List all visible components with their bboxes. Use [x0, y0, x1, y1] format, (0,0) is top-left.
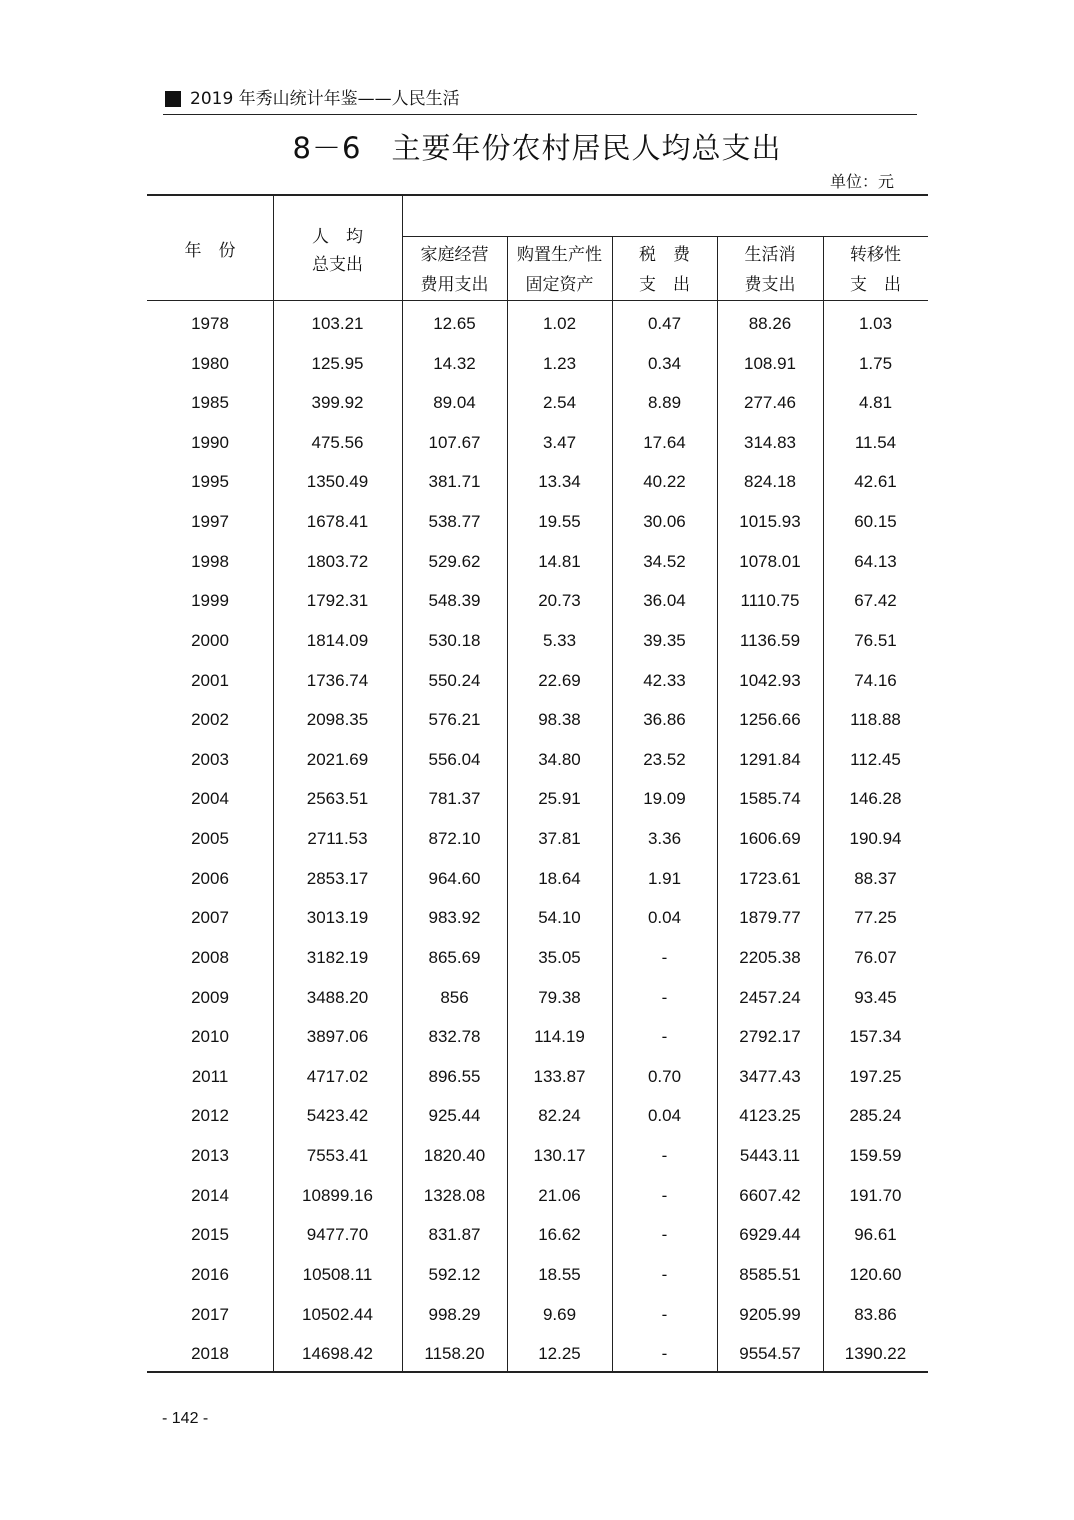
- table-row: [147, 1017, 928, 1056]
- cell-tax: -: [661, 1225, 668, 1245]
- table-row: [147, 581, 928, 620]
- cell-total: 3013.19: [306, 908, 369, 928]
- table-row: [147, 304, 928, 343]
- cell-household: 576.21: [428, 710, 481, 730]
- cell-household: 964.60: [428, 868, 481, 888]
- running-header: [163, 88, 917, 115]
- cell-transfer: 157.34: [849, 1027, 902, 1047]
- cell-household: 832.78: [428, 1027, 481, 1047]
- cell-year: 2009: [191, 987, 229, 1007]
- cell-transfer: 11.54: [854, 432, 897, 452]
- cell-household: 538.77: [428, 512, 481, 532]
- cell-assets: 130.17: [533, 1146, 586, 1166]
- cell-tax: 17.64: [643, 432, 686, 452]
- cell-tax: 0.70: [647, 1066, 682, 1086]
- cell-household: 12.65: [433, 314, 476, 333]
- cell-year: 1980: [191, 353, 229, 373]
- cell-year: 1978: [191, 314, 229, 333]
- cell-tax: 3.36: [647, 829, 682, 849]
- cell-transfer: 285.24: [849, 1106, 902, 1126]
- cell-living: 6929.44: [739, 1225, 801, 1245]
- cell-assets: 54.10: [538, 908, 581, 928]
- table-row: [147, 1096, 928, 1135]
- cell-tax: 0.47: [647, 314, 682, 333]
- cell-assets: 19.55: [538, 512, 581, 532]
- cell-assets: 1.23: [542, 353, 577, 373]
- cell-total: 1792.31: [306, 591, 369, 611]
- cell-year: 2006: [191, 868, 229, 888]
- cell-assets: 20.73: [538, 591, 581, 611]
- header-assets-line2: 固定资产: [525, 275, 594, 295]
- cell-total: 475.56: [311, 432, 364, 452]
- cell-assets: 35.05: [538, 947, 581, 967]
- cell-living: 8585.51: [739, 1264, 801, 1284]
- table-row: [147, 938, 928, 977]
- header-living-line2: 费支出: [744, 275, 796, 295]
- cell-household: 530.18: [428, 630, 481, 650]
- cell-tax: 42.33: [643, 670, 686, 690]
- cell-year: 2015: [191, 1225, 229, 1245]
- cell-tax: 40.22: [643, 472, 686, 492]
- cell-transfer: 76.51: [854, 630, 897, 650]
- page-number: - 142 -: [162, 1410, 209, 1427]
- table-row: [147, 1295, 928, 1334]
- cell-transfer: 93.45: [854, 987, 897, 1007]
- cell-tax: -: [661, 1027, 668, 1047]
- cell-transfer: 88.37: [854, 868, 897, 888]
- cell-living: 9205.99: [739, 1304, 801, 1324]
- cell-household: 556.04: [428, 749, 481, 769]
- cell-assets: 13.34: [538, 472, 581, 492]
- header-household-line1: 家庭经营: [420, 245, 489, 265]
- cell-tax: 36.86: [643, 710, 686, 730]
- cell-year: 1999: [191, 591, 229, 611]
- table-row: [147, 1334, 928, 1373]
- unit-label: 单位：元: [829, 172, 894, 191]
- cell-year: 2001: [191, 670, 229, 690]
- cell-household: 896.55: [428, 1066, 481, 1086]
- cell-total: 9477.70: [306, 1225, 369, 1245]
- cell-year: 2011: [191, 1066, 229, 1086]
- table-row: [147, 462, 928, 501]
- header-total-line1: 人 均: [312, 227, 363, 247]
- cell-household: 865.69: [428, 947, 481, 967]
- cell-total: 10508.11: [302, 1264, 373, 1284]
- cell-total: 7553.41: [306, 1146, 369, 1166]
- cell-living: 4123.25: [739, 1106, 801, 1126]
- cell-household: 983.92: [428, 908, 481, 928]
- cell-total: 1678.41: [306, 512, 369, 532]
- cell-transfer: 1.75: [858, 353, 893, 373]
- cell-year: 2008: [191, 947, 229, 967]
- header-square-icon: [165, 91, 181, 107]
- cell-assets: 34.80: [538, 749, 581, 769]
- cell-year: 1995: [191, 472, 229, 492]
- cell-household: 781.37: [428, 789, 481, 809]
- cell-living: 277.46: [744, 393, 796, 413]
- cell-living: 6607.42: [739, 1185, 801, 1205]
- cell-living: 1879.77: [739, 908, 801, 928]
- table-row: [147, 1215, 928, 1254]
- cell-tax: 8.89: [647, 393, 682, 413]
- table-row: [147, 502, 928, 541]
- cell-total: 1814.09: [306, 630, 369, 650]
- cell-total: 1350.49: [306, 472, 369, 492]
- cell-assets: 12.25: [538, 1344, 581, 1364]
- header-tax-line2: 支 出: [639, 275, 690, 295]
- header-living-line1: 生活消: [744, 245, 796, 265]
- cell-household: 872.10: [428, 829, 481, 849]
- header-year: 年 份: [184, 241, 236, 261]
- cell-total: 2021.69: [306, 749, 369, 769]
- cell-living: 1078.01: [739, 551, 801, 571]
- cell-assets: 37.81: [538, 829, 581, 849]
- table-row: [147, 542, 928, 581]
- cell-transfer: 83.86: [854, 1304, 897, 1324]
- header-transfer-line1: 转移性: [850, 245, 901, 265]
- cell-total: 4717.02: [306, 1066, 369, 1086]
- cell-living: 1256.66: [739, 710, 801, 730]
- header-tax-line1: 税 费: [639, 245, 690, 265]
- cell-household: 381.71: [428, 472, 481, 492]
- cell-household: 998.29: [428, 1304, 481, 1324]
- cell-year: 1997: [191, 512, 229, 532]
- cell-household: 107.67: [428, 432, 481, 452]
- table-row: [147, 1057, 928, 1096]
- table-row: [147, 383, 928, 422]
- cell-transfer: 76.07: [854, 947, 897, 967]
- cell-total: 3182.19: [306, 947, 369, 967]
- cell-transfer: 42.61: [854, 472, 897, 492]
- cell-year: 2002: [191, 710, 229, 730]
- cell-assets: 79.38: [538, 987, 581, 1007]
- cell-year: 2017: [191, 1304, 229, 1324]
- cell-total: 2853.17: [306, 868, 369, 888]
- cell-year: 2010: [191, 1027, 229, 1047]
- cell-year: 2018: [191, 1344, 229, 1364]
- cell-living: 9554.57: [739, 1344, 801, 1364]
- table-row: [147, 621, 928, 660]
- cell-assets: 98.38: [538, 710, 581, 730]
- cell-transfer: 120.60: [849, 1264, 902, 1284]
- cell-tax: 23.52: [643, 749, 686, 769]
- cell-total: 125.95: [311, 353, 364, 373]
- cell-assets: 21.06: [538, 1185, 581, 1205]
- header-total-line2: 总支出: [312, 255, 363, 275]
- cell-assets: 2.54: [542, 393, 577, 413]
- table-row: [147, 779, 928, 818]
- table-row: [147, 740, 928, 779]
- cell-total: 1803.72: [306, 551, 369, 571]
- cell-total: 399.92: [311, 393, 364, 413]
- table-row: [147, 898, 928, 937]
- cell-living: 3477.43: [739, 1066, 801, 1086]
- cell-assets: 114.19: [534, 1027, 585, 1047]
- table-row: [147, 1136, 928, 1175]
- subheader-rule: [402, 236, 928, 237]
- cell-transfer: 191.70: [849, 1185, 902, 1205]
- cell-tax: -: [661, 947, 668, 967]
- table-row: [147, 978, 928, 1017]
- header-text: 2019 年秀山统计年鉴——人民生活: [190, 89, 460, 109]
- cell-year: 1998: [191, 551, 229, 571]
- cell-living: 314.83: [744, 432, 796, 452]
- cell-tax: -: [661, 987, 668, 1007]
- header-bottom-rule: [147, 300, 928, 301]
- cell-household: 529.62: [428, 551, 481, 571]
- cell-tax: 0.04: [647, 1106, 682, 1126]
- cell-living: 88.26: [748, 314, 792, 333]
- cell-household: 1158.20: [424, 1344, 485, 1364]
- cell-living: 1110.75: [740, 591, 800, 611]
- cell-living: 1015.93: [739, 512, 801, 532]
- cell-transfer: 1.03: [858, 314, 893, 333]
- cell-year: 2003: [191, 749, 229, 769]
- cell-living: 1291.84: [739, 749, 801, 769]
- cell-tax: -: [661, 1344, 668, 1364]
- table-title: 8－6 主要年份农村居民人均总支出: [292, 131, 782, 165]
- cell-year: 2004: [191, 789, 229, 809]
- cell-total: 14698.42: [302, 1344, 373, 1364]
- cell-household: 548.39: [428, 591, 481, 611]
- cell-total: 1736.74: [306, 670, 369, 690]
- cell-transfer: 64.13: [854, 551, 897, 571]
- cell-transfer: 159.59: [849, 1146, 902, 1166]
- cell-total: 2098.35: [306, 710, 369, 730]
- cell-assets: 25.91: [538, 789, 581, 809]
- cell-total: 103.21: [311, 314, 364, 333]
- cell-total: 10502.44: [302, 1304, 373, 1324]
- cell-transfer: 1390.22: [844, 1344, 907, 1364]
- table-row: [147, 700, 928, 739]
- table-row: [147, 1255, 928, 1294]
- cell-living: 5443.11: [739, 1146, 801, 1166]
- cell-assets: 18.55: [538, 1264, 581, 1284]
- cell-tax: -: [661, 1304, 668, 1324]
- cell-assets: 82.24: [538, 1106, 581, 1126]
- cell-tax: 1.91: [647, 868, 682, 888]
- cell-tax: 36.04: [643, 591, 686, 611]
- table-top-rule: [147, 194, 928, 196]
- cell-assets: 3.47: [542, 432, 577, 452]
- cell-household: 89.04: [433, 393, 476, 413]
- cell-transfer: 197.25: [849, 1066, 902, 1086]
- cell-assets: 16.62: [538, 1225, 581, 1245]
- cell-transfer: 112.45: [850, 749, 901, 769]
- cell-transfer: 77.25: [854, 908, 897, 928]
- cell-tax: -: [661, 1264, 668, 1284]
- cell-year: 2005: [191, 829, 229, 849]
- header-assets-line1: 购置生产性: [517, 245, 602, 265]
- cell-transfer: 146.28: [849, 789, 902, 809]
- cell-living: 1606.69: [739, 829, 801, 849]
- cell-transfer: 4.81: [858, 393, 893, 413]
- cell-living: 2457.24: [739, 987, 801, 1007]
- cell-household: 856: [440, 987, 469, 1007]
- cell-assets: 14.81: [538, 551, 581, 571]
- cell-household: 1820.40: [423, 1146, 486, 1166]
- cell-household: 592.12: [428, 1264, 481, 1284]
- cell-transfer: 74.16: [854, 670, 897, 690]
- cell-living: 108.91: [744, 353, 796, 373]
- cell-living: 1042.93: [739, 670, 801, 690]
- cell-total: 2711.53: [307, 829, 368, 849]
- table-row: [147, 661, 928, 700]
- cell-year: 2000: [191, 630, 229, 650]
- cell-tax: -: [661, 1185, 668, 1205]
- cell-year: 2007: [191, 908, 229, 928]
- cell-tax: 30.06: [643, 512, 686, 532]
- cell-household: 1328.08: [423, 1185, 486, 1205]
- cell-tax: 0.34: [647, 353, 682, 373]
- cell-assets: 18.64: [538, 868, 581, 888]
- cell-living: 1585.74: [739, 789, 801, 809]
- cell-living: 824.18: [744, 472, 796, 492]
- cell-household: 925.44: [428, 1106, 481, 1126]
- header-transfer-line2: 支 出: [850, 275, 901, 295]
- cell-assets: 22.69: [538, 670, 581, 690]
- cell-living: 2205.38: [739, 947, 801, 967]
- cell-living: 1723.61: [739, 868, 801, 888]
- cell-transfer: 60.15: [854, 512, 897, 532]
- cell-transfer: 190.94: [849, 829, 902, 849]
- cell-living: 2792.17: [739, 1027, 801, 1047]
- cell-total: 3897.06: [306, 1027, 369, 1047]
- cell-year: 2012: [191, 1106, 229, 1126]
- cell-assets: 5.33: [542, 630, 577, 650]
- cell-assets: 9.69: [542, 1304, 577, 1324]
- cell-tax: 19.09: [643, 789, 686, 809]
- cell-assets: 1.02: [542, 314, 577, 333]
- cell-transfer: 67.42: [854, 591, 897, 611]
- cell-transfer: 96.61: [854, 1225, 897, 1245]
- cell-household: 550.24: [428, 670, 481, 690]
- table-row: [147, 859, 928, 898]
- table-row: [147, 819, 928, 858]
- cell-total: 2563.51: [306, 789, 369, 809]
- cell-household: 14.32: [433, 353, 476, 373]
- table-row: [147, 344, 928, 383]
- table-row: [147, 423, 928, 462]
- cell-tax: -: [661, 1146, 668, 1166]
- cell-tax: 34.52: [643, 551, 686, 571]
- table-row: [147, 1176, 928, 1215]
- cell-tax: 0.04: [647, 908, 682, 928]
- cell-total: 10899.16: [302, 1185, 373, 1205]
- cell-household: 831.87: [428, 1225, 481, 1245]
- cell-year: 2013: [191, 1146, 229, 1166]
- cell-tax: 39.35: [643, 630, 686, 650]
- cell-year: 2014: [191, 1185, 229, 1205]
- cell-year: 1990: [191, 432, 229, 452]
- cell-living: 1136.59: [739, 630, 801, 650]
- cell-total: 5423.42: [306, 1106, 369, 1126]
- header-household-line2: 费用支出: [420, 275, 489, 295]
- cell-year: 1985: [191, 393, 229, 413]
- cell-transfer: 118.88: [850, 710, 901, 730]
- cell-assets: 133.87: [533, 1066, 586, 1086]
- cell-year: 2016: [191, 1264, 229, 1284]
- cell-total: 3488.20: [306, 987, 369, 1007]
